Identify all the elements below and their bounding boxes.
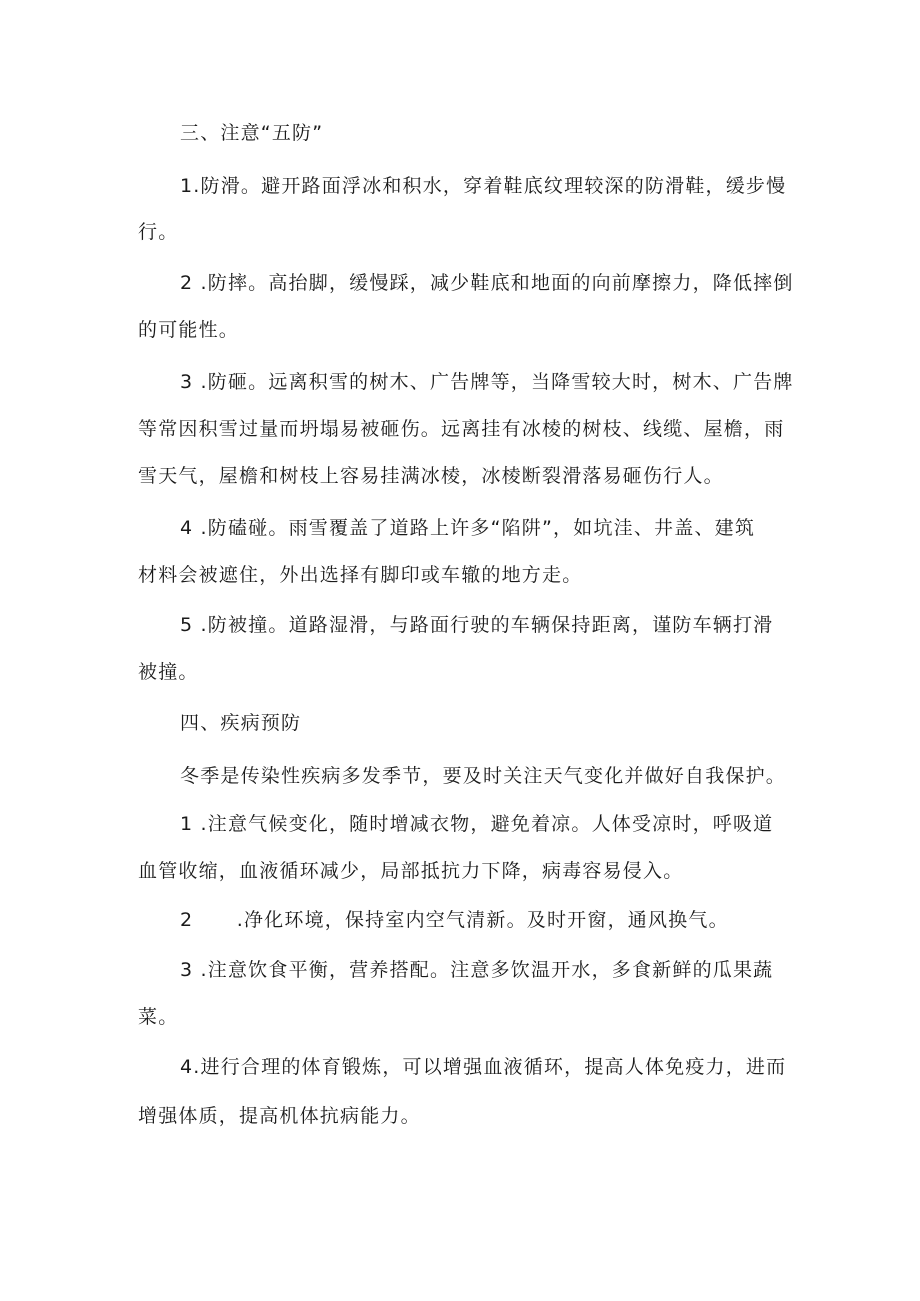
item-prevent-collision-line-1: 5 .防被撞。道路湿滑，与路面行驶的车辆保持距离，谨防车辆打滑 xyxy=(180,614,774,636)
item-prevent-slipping-line-1: 1.防滑。避开路面浮冰和积水，穿着鞋底纹理较深的防滑鞋，缓步慢 xyxy=(180,175,787,197)
item-prevent-slipping-line-2: 行。 xyxy=(138,221,179,243)
item-prevent-smash-line-1: 3 .防砸。远离积雪的树木、广告牌等，当降雪较大时，树木、广告牌 xyxy=(180,371,794,393)
section-four-heading: 四、疾病预防 xyxy=(180,712,302,734)
disease-item-climate-line-2: 血管收缩，血液循环减少，局部抵抗力下降，病毒容易侵入。 xyxy=(138,860,684,882)
item-prevent-smash-line-2: 等常因积雪过量而坍塌易被砸伤。远离挂有冰棱的树枝、线缆、屋檐，雨 xyxy=(138,418,785,440)
disease-item-climate-line-1: 1 .注意气候变化，随时增减衣物，避免着凉。人体受凉时，呼吸道 xyxy=(180,813,774,835)
item-prevent-falling-line-1: 2 .防摔。高抬脚，缓慢踩，减少鞋底和地面的向前摩擦力，降低摔倒 xyxy=(180,272,794,294)
disease-item-exercise-line-2: 增强体质，提高机体抗病能力。 xyxy=(138,1105,421,1127)
section-four-intro: 冬季是传染性疾病多发季节，要及时关注天气变化并做好自我保护。 xyxy=(180,765,787,787)
disease-item-diet-line-1: 3 .注意饮食平衡，营养搭配。注意多饮温开水，多食新鲜的瓜果蔬 xyxy=(180,959,774,981)
item-prevent-bump-line-1: 4 .防磕碰。雨雪覆盖了道路上许多“陷阱”，如坑洼、井盖、建筑 xyxy=(180,517,756,539)
disease-item-exercise-line-1: 4.进行合理的体育锻炼，可以增强血液循环，提高人体免疫力，进而 xyxy=(180,1056,787,1078)
item-prevent-collision-line-2: 被撞。 xyxy=(138,661,199,683)
item-prevent-bump-line-2: 材料会被遮住，外出选择有脚印或车辙的地方走。 xyxy=(138,564,583,586)
section-three-heading: 三、注意“五防” xyxy=(180,122,324,144)
disease-item-diet-line-2: 菜。 xyxy=(138,1006,179,1028)
item-prevent-smash-line-3: 雪天气，屋檐和树枝上容易挂满冰棱，冰棱断裂滑落易砸伤行人。 xyxy=(138,465,724,487)
item-prevent-falling-line-2: 的可能性。 xyxy=(138,319,240,341)
disease-item-environment-line-1: 2 .净化环境，保持室内空气清新。及时开窗，通风换气。 xyxy=(180,909,729,931)
